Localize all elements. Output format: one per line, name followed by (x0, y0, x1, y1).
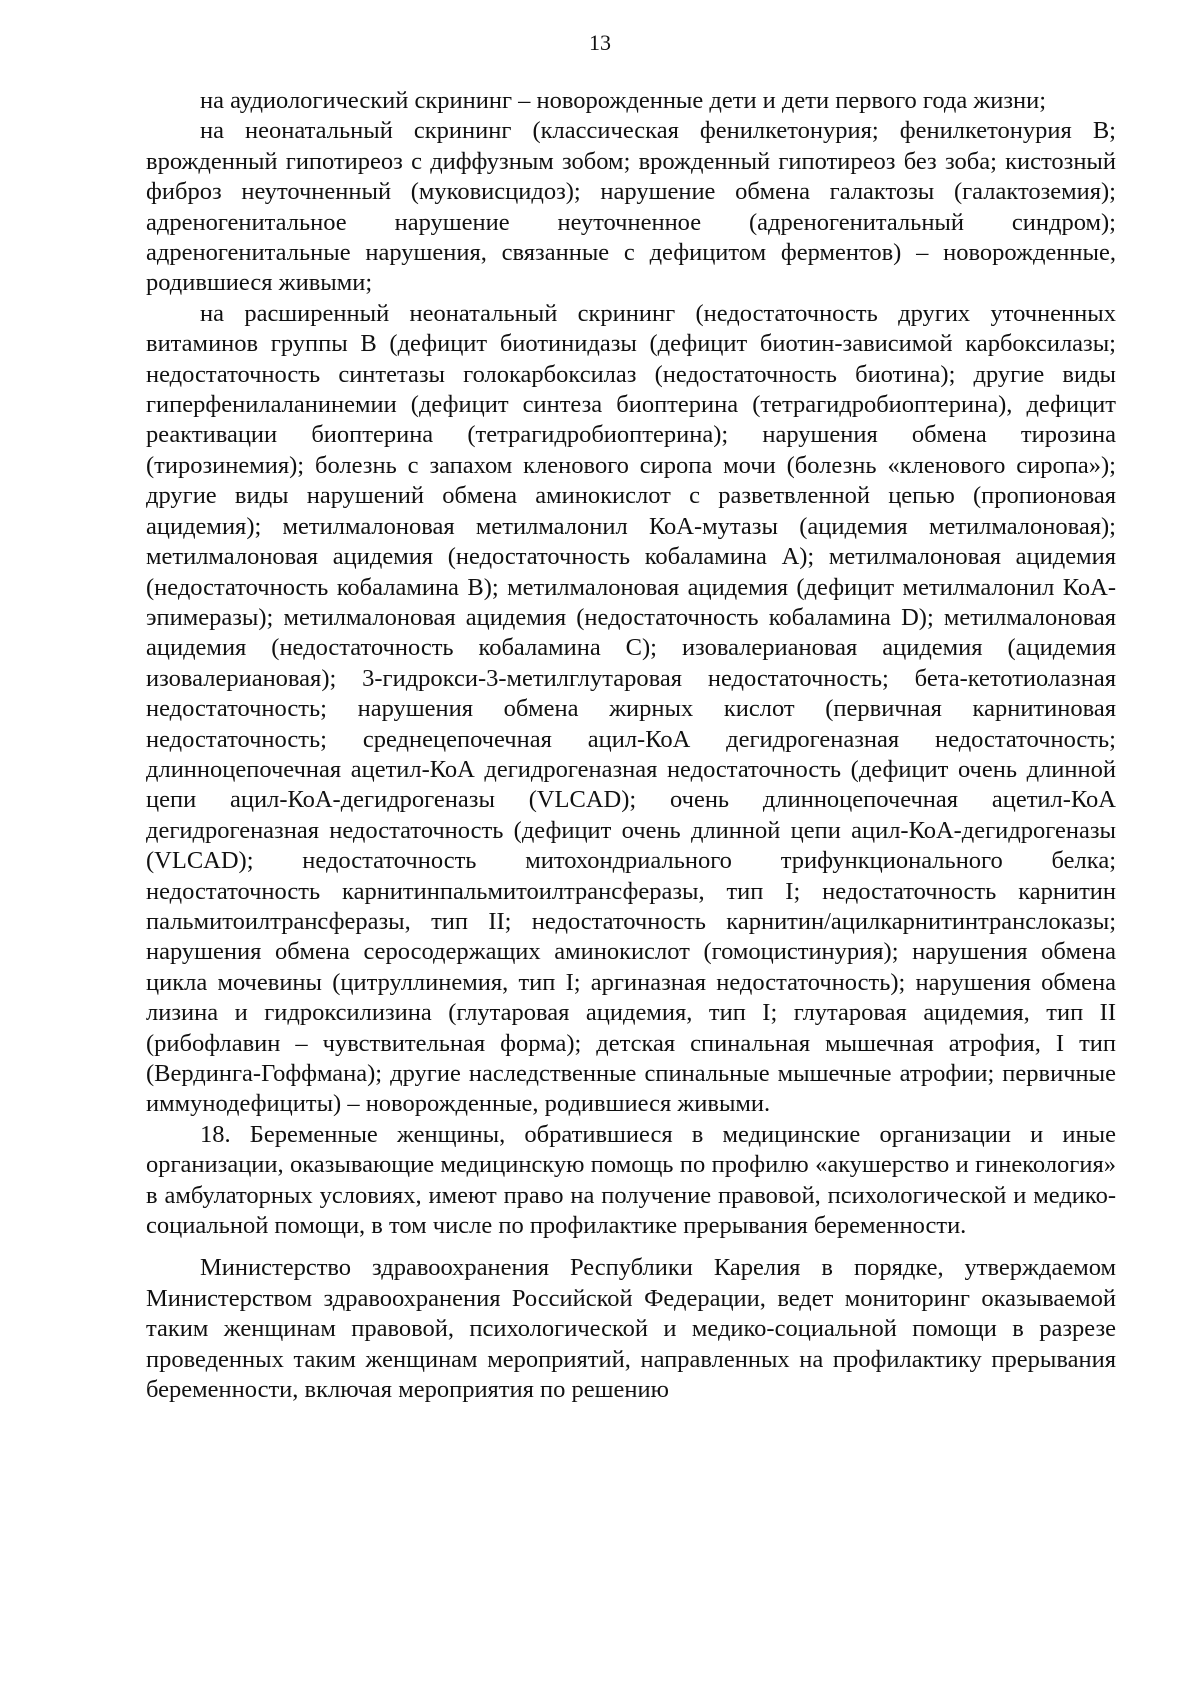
page-number: 13 (589, 30, 611, 55)
paragraph-ministry-monitoring: Министерство здравоохранения Республики Карелия в порядке, утверждаемом Министерством здравоохранения Российской Федерации, ведет мониторинг оказываемой таким женщинам правовой, психологической и медико-социальной помощи в разрезе проведенных таким женщинам мероприятий, направленных на профилактику прерывания беременности, включая мероприятия по решению (146, 1254, 1116, 1404)
paragraph-item-18: 18. Беременные женщины, обратившиеся в медицинские организации и иные организации, оказывающие медицинскую помощь по профилю «акушерство и гинекология» в амбулаторных условиях, имеют право на получение правовой, психологической и медико-социальной помощи, в том числе по профилактике прерывания беременности. (146, 1120, 1116, 1240)
document-body (146, 86, 1116, 1405)
paragraph-audiological-screening: на аудиологический скрининг – новорожденные дети и дети первого года жизни; (200, 87, 1047, 114)
paragraph-extended-neonatal-screening: на расширенный неонатальный скрининг (недостаточность других уточненных витаминов группы В (дефицит биотинидазы (дефицит биотин-зависимой карбоксилазы; недостаточность синтетазы голокарбоксилаз (недостаточность биотина); другие виды гиперфенилаланинемии (дефицит синтеза биоптерина (тетрагидробиоптерина), дефицит реактивации биоптерина (тетрагидробиоптерина); нарушения обмена тирозина (тирозинемия); болезнь с запахом кленового сиропа мочи (болезнь «кленового сиропа»); другие виды нарушений обмена аминокислот с разветвленной цепью (пропионовая ацидемия); метилмалоновая метилмалонил КоА-мутазы (ацидемия метилмалоновая); метилмалоновая ацидемия (недостаточность кобаламина А); метилмалоновая ацидемия (недостаточность кобаламина В); метилмалоновая ацидемия (дефицит метилмалонил КоА-эпимеразы); метилмалоновая ацидемия (недостаточность кобаламина D); метилмалоновая ацидемия (недостаточность кобаламина С); изовалериановая ацидемия (ацидемия изовалериановая); 3-гидрокси-3-метилглутаровая недостаточность; бета-кетотиолазная недостаточность; нарушения обмена жирных кислот (первичная карнитиновая недостаточность; среднецепочечная ацил-КоА дегидрогеназная недостаточность; длинноцепочечная ацетил-КоА дегидрогеназная недостаточность (дефицит очень длинной цепи ацил-КоА-дегидрогеназы (VLCAD); очень длинноцепочечная ацетил-КоА дегидрогеназная недостаточность (дефицит очень длинной цепи ацил-КоА-дегидрогеназы (VLCAD); недостаточность митохондриального трифункционального белка; недостаточность карнитинпальмитоилтрансферазы, тип I; недостаточность карнитин пальмитоилтрансферазы, тип II; недостаточность карнитин/ацилкарнитинтранслоказы; нарушения обмена серосодержащих аминокислот (гомоцистинурия); нарушения обмена цикла мочевины (цитруллинемия, тип I; аргиназная недостаточность); нарушения обмена лизина и гидроксилизина (глутаровая ацидемия, тип I; глутаровая ацидемия, тип II (рибофлавин – чувствительная форма); детская спинальная мышечная атрофия, I тип (Вердинга-Гоффмана); другие наследственные спинальные мышечные атрофии; первичные иммунодефициты) – новорожденные, родившиеся живыми. (146, 299, 1116, 1118)
paragraph-neonatal-screening: на неонатальный скрининг (классическая фенилкетонурия; фенилкетонурия В; врожденный гипотиреоз с диффузным зобом; врожденный гипотиреоз без зоба; кистозный фиброз неуточненный (муковисцидоз); нарушение обмена галактозы (галактоземия); адреногенитальное нарушение неуточненное (адреногенитальный синдром); адреногенитальные нарушения, связанные с дефицитом ферментов) – новорожденные, родившиеся живыми; (146, 117, 1116, 297)
